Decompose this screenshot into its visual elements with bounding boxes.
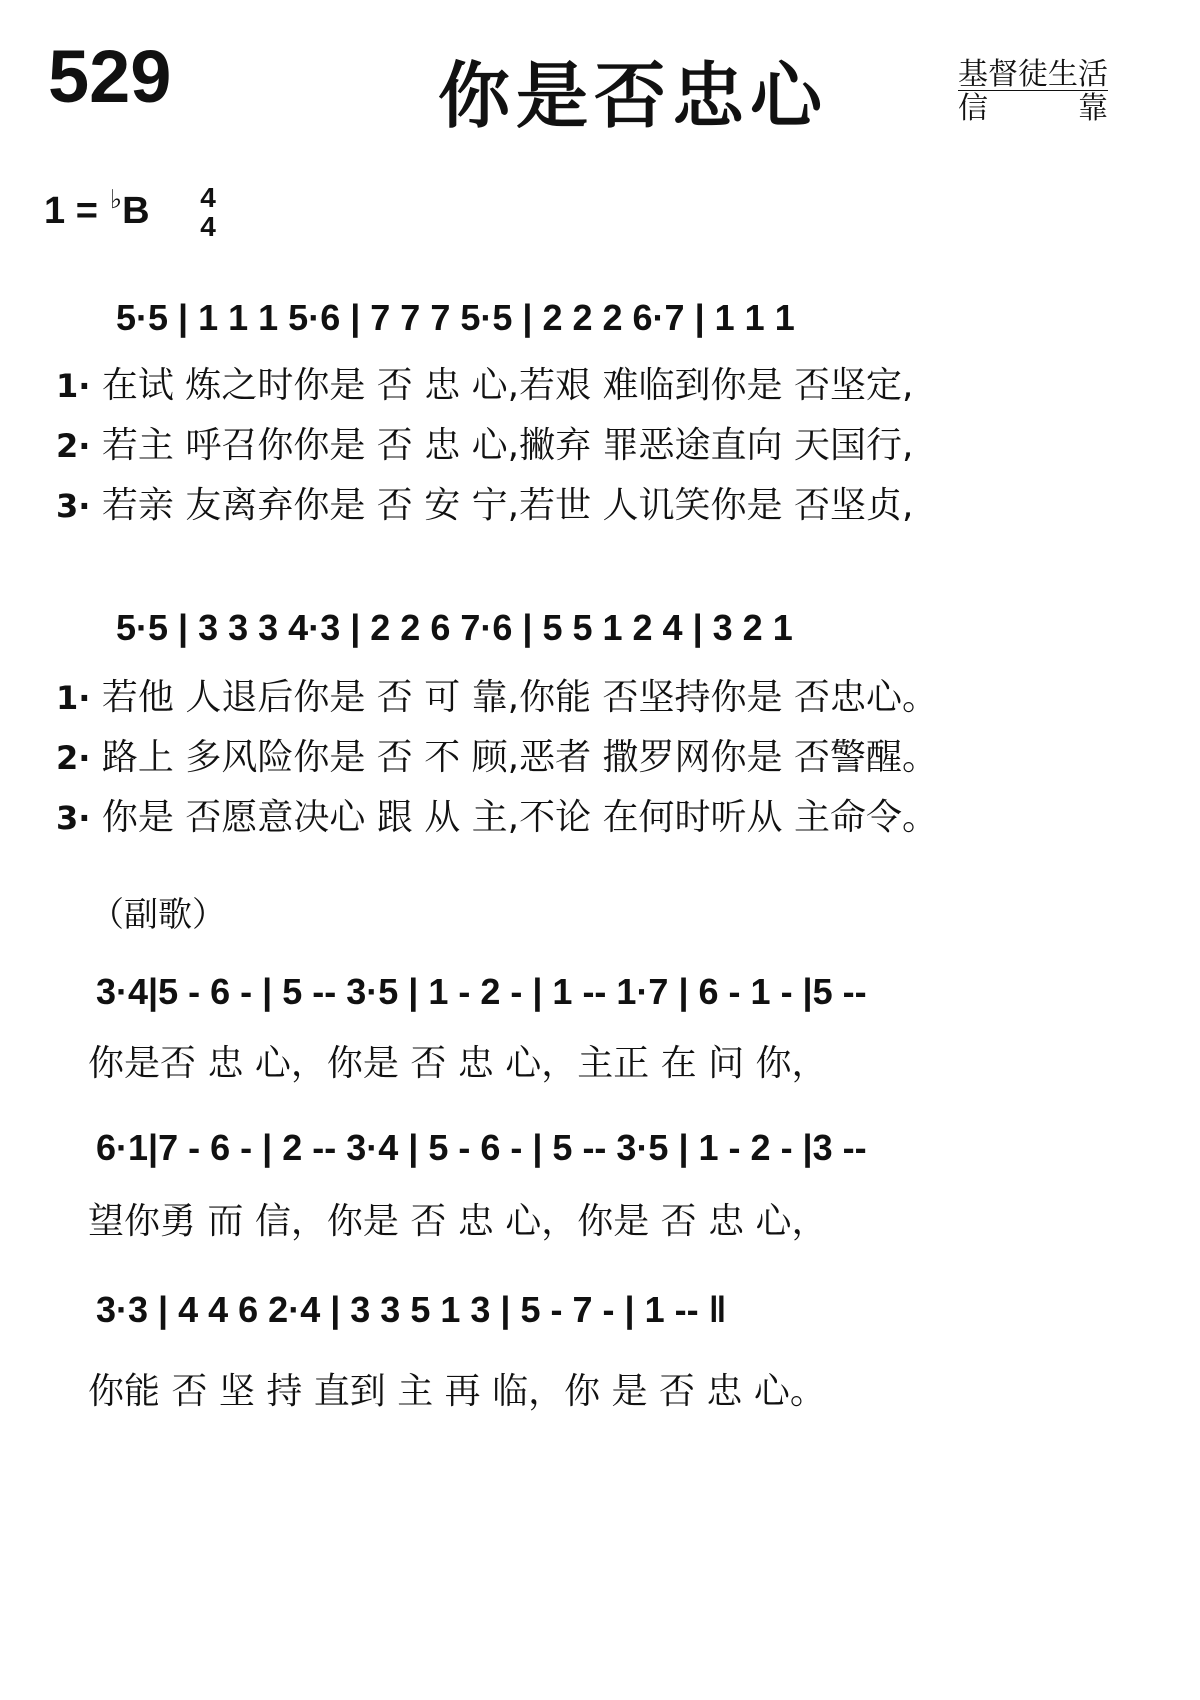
time-sig-bottom: 4: [200, 211, 216, 242]
verse-3-lyric-line-1: [56, 485, 914, 526]
refrain-notes-line-1: 3·4|5 - 6 - | 5 -- 3·5 | 1 - 2 - | 1 -- 1·7 | 6 - 1 - |5 --: [96, 971, 867, 1012]
key-note: B: [122, 190, 150, 232]
time-sig-top: 4: [200, 182, 216, 213]
verse-notes-line-1: 5·5 | 1 1 1 5·6 | 7 7 7 5·5 | 2 2 2 6·7 | 1 1 1: [116, 297, 795, 338]
lyric-text: 若亲 友离弃你是 否 安 宁,若世 人讥笑你是 否坚贞,: [101, 485, 914, 526]
time-signature: [196, 184, 220, 242]
refrain-lyric-line-1: 你是否 忠 心，你是 否 忠 心，主正 在 问 你，: [88, 1043, 828, 1084]
lyric-text: 若主 呼召你你是 否 忠 心,撇弃 罪恶途直向 天国行,: [101, 425, 914, 466]
verse-2-lyric-line-2: [56, 737, 938, 778]
verse-number: 3·: [56, 487, 91, 525]
lyric-text: 若他 人退后你是 否 可 靠,你能 否坚持你是 否忠心。: [101, 677, 938, 718]
refrain-notes-line-2: 6·1|7 - 6 - | 2 -- 3·4 | 5 - 6 - | 5 -- 3·5 | 1 - 2 - |3 --: [96, 1127, 867, 1168]
verse-number: 3·: [56, 799, 91, 837]
verse-number: 2·: [56, 739, 91, 777]
verse-number: 2·: [56, 427, 91, 465]
refrain-notes-line-3: 3·3 | 4 4 6 2·4 | 3 3 5 1 3 | 5 - 7 - | 1 -- ‖: [96, 1289, 727, 1330]
verse-2-lyric-line-1: [56, 425, 914, 466]
lyric-text: 路上 多风险你是 否 不 顾,恶者 撒罗网你是 否警醒。: [101, 737, 938, 778]
subcategory-char-2: 靠: [1078, 91, 1108, 126]
verse-1-lyric-line-1: [56, 365, 914, 406]
verse-number: 1·: [56, 367, 91, 405]
verse-1-lyric-line-2: [56, 677, 938, 718]
hymn-subcategory: [958, 91, 1108, 126]
subcategory-char-1: 信: [958, 91, 988, 126]
hymn-number: 529: [48, 35, 172, 118]
key-signature: [44, 184, 150, 232]
lyric-text: 在试 炼之时你是 否 忠 心,若艰 难临到你是 否坚定,: [101, 365, 914, 406]
lyric-text: 你是 否愿意决心 跟 从 主,不论 在何时听从 主命令。: [101, 797, 938, 838]
key-tonic: 1 =: [44, 190, 98, 232]
hymn-category: 基督徒生活: [958, 57, 1108, 92]
verse-number: 1·: [56, 679, 91, 717]
refrain-label: （副歌）: [90, 895, 226, 935]
verse-notes-line-2: 5·5 | 3 3 3 4·3 | 2 2 6 7·6 | 5 5 1 2 4 | 3 2 1: [116, 607, 793, 648]
refrain-lyric-line-2: 望你勇 而 信，你是 否 忠 心，你是 否 忠 心，: [88, 1201, 828, 1242]
refrain-lyric-line-3: 你能 否 坚 持 直到 主 再 临，你 是 否 忠 心。: [88, 1371, 826, 1412]
verse-3-lyric-line-2: [56, 797, 938, 838]
hymn-title: 你是否忠心: [438, 54, 829, 138]
flat-sign: ♭: [109, 184, 123, 214]
